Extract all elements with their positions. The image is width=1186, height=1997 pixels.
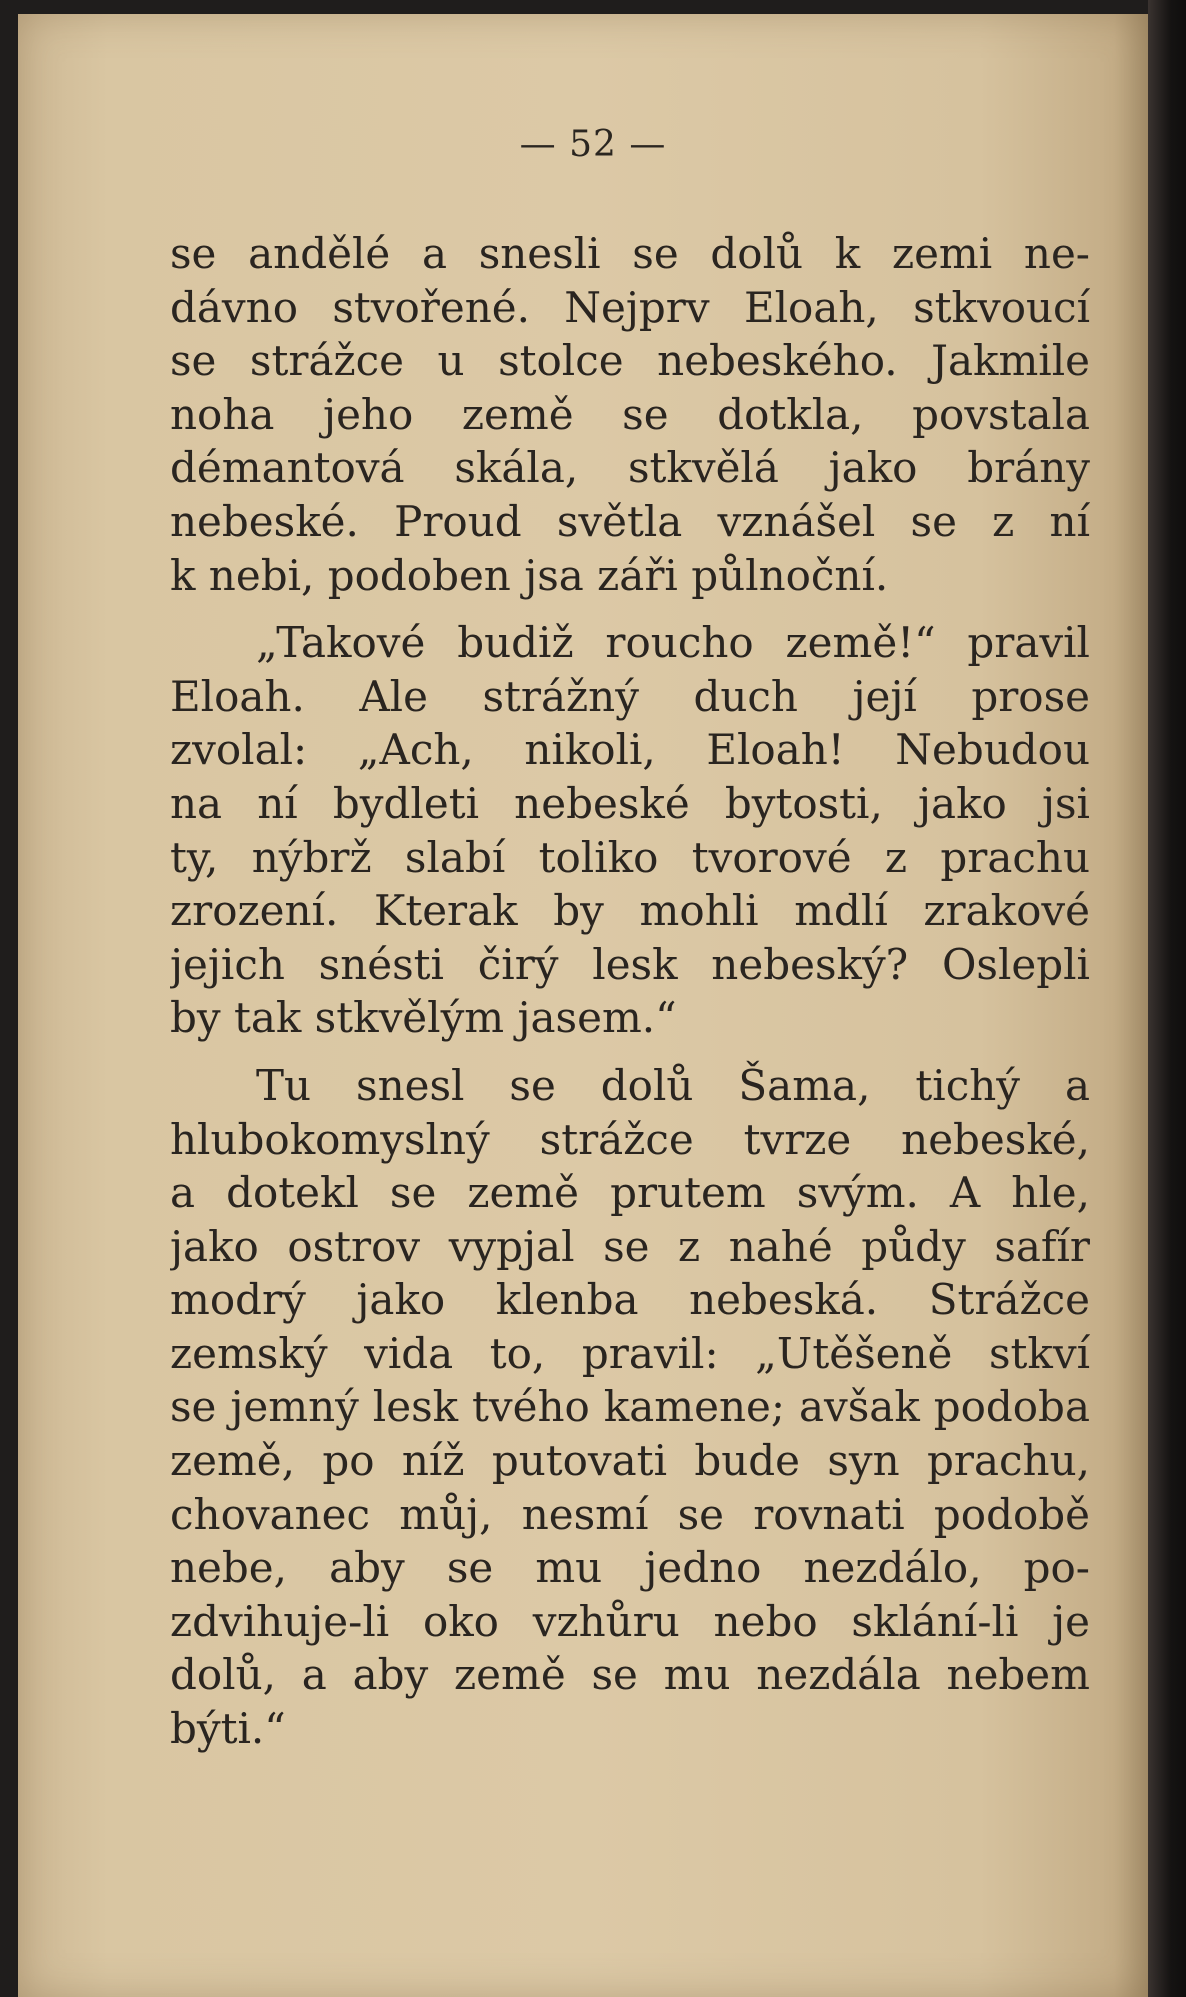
text-line: ty, nýbrž slabí toliko tvorové z prachu <box>170 832 1090 882</box>
paragraph-gap <box>170 1045 1090 1059</box>
text-line: chovanec můj, nesmí se rovnati podobě <box>170 1489 1090 1539</box>
text-line: se andělé a snesli se dolů k zemi ne- <box>170 229 1090 278</box>
text-line: Tu snesl se dolů Šama, tichý a <box>256 1060 1090 1110</box>
paragraph-1 <box>170 227 1090 602</box>
text-line: jejich snésti čirý lesk nebeský? Oslepli <box>170 939 1090 989</box>
book-spine-edge <box>1148 0 1186 1997</box>
text-line: dolů, a aby země se mu nezdála nebem <box>170 1650 1090 1700</box>
text-line: zdvihuje-li oko vzhůru nebo sklání-li je <box>170 1596 1090 1646</box>
text-line: „Takové budiž roucho země!“ pravil <box>256 618 1090 668</box>
text-line: noha jeho země se dotkla, povstala <box>170 389 1090 439</box>
text-line: dávno stvořené. Nejprv Eloah, stkvoucí <box>170 282 1090 332</box>
text-line: jako ostrov vypjal se z nahé půdy safír <box>170 1221 1090 1271</box>
text-line: by tak stkvělým jasem.“ <box>170 993 677 1043</box>
text-line: se jemný lesk tvého kamene; avšak podoba <box>170 1382 1090 1432</box>
paragraph-2 <box>170 616 1090 1045</box>
text-line: býti.“ <box>170 1704 286 1754</box>
text-line: zvolal: „Ach, nikoli, Eloah! Nebudou <box>170 725 1090 775</box>
text-line: nebe, aby se mu jedno nezdálo, po- <box>170 1543 1090 1593</box>
text-line: na ní bydleti nebeské bytosti, jako jsi <box>170 778 1090 828</box>
text-line: modrý jako klenba nebeská. Strážce <box>170 1275 1090 1325</box>
text-line: zrození. Kterak by mohli mdlí zrakové <box>170 886 1090 936</box>
text-line: démantová skála, stkvělá jako brány <box>170 443 1090 493</box>
text-line: a dotekl se země prutem svým. A hle, <box>170 1168 1090 1218</box>
paragraph-3 <box>170 1059 1090 1756</box>
body-text <box>170 227 1090 1756</box>
text-line: hlubokomyslný strážce tvrze nebeské, <box>170 1114 1090 1164</box>
page-number: — 52 — <box>519 124 667 165</box>
text-line: se strážce u stolce nebeského. Jakmile <box>170 336 1090 386</box>
text-line: Eloah. Ale strážný duch její prose <box>170 671 1090 721</box>
text-line: země, po níž putovati bude syn prachu, <box>170 1436 1090 1486</box>
text-line: zemský vida to, pravil: „Utěšeně stkví <box>170 1328 1090 1378</box>
text-line: nebeské. Proud světla vznášel se z ní <box>170 496 1090 546</box>
paragraph-gap <box>170 602 1090 616</box>
text-line: k nebi, podoben jsa záři půlnoční. <box>170 550 889 600</box>
